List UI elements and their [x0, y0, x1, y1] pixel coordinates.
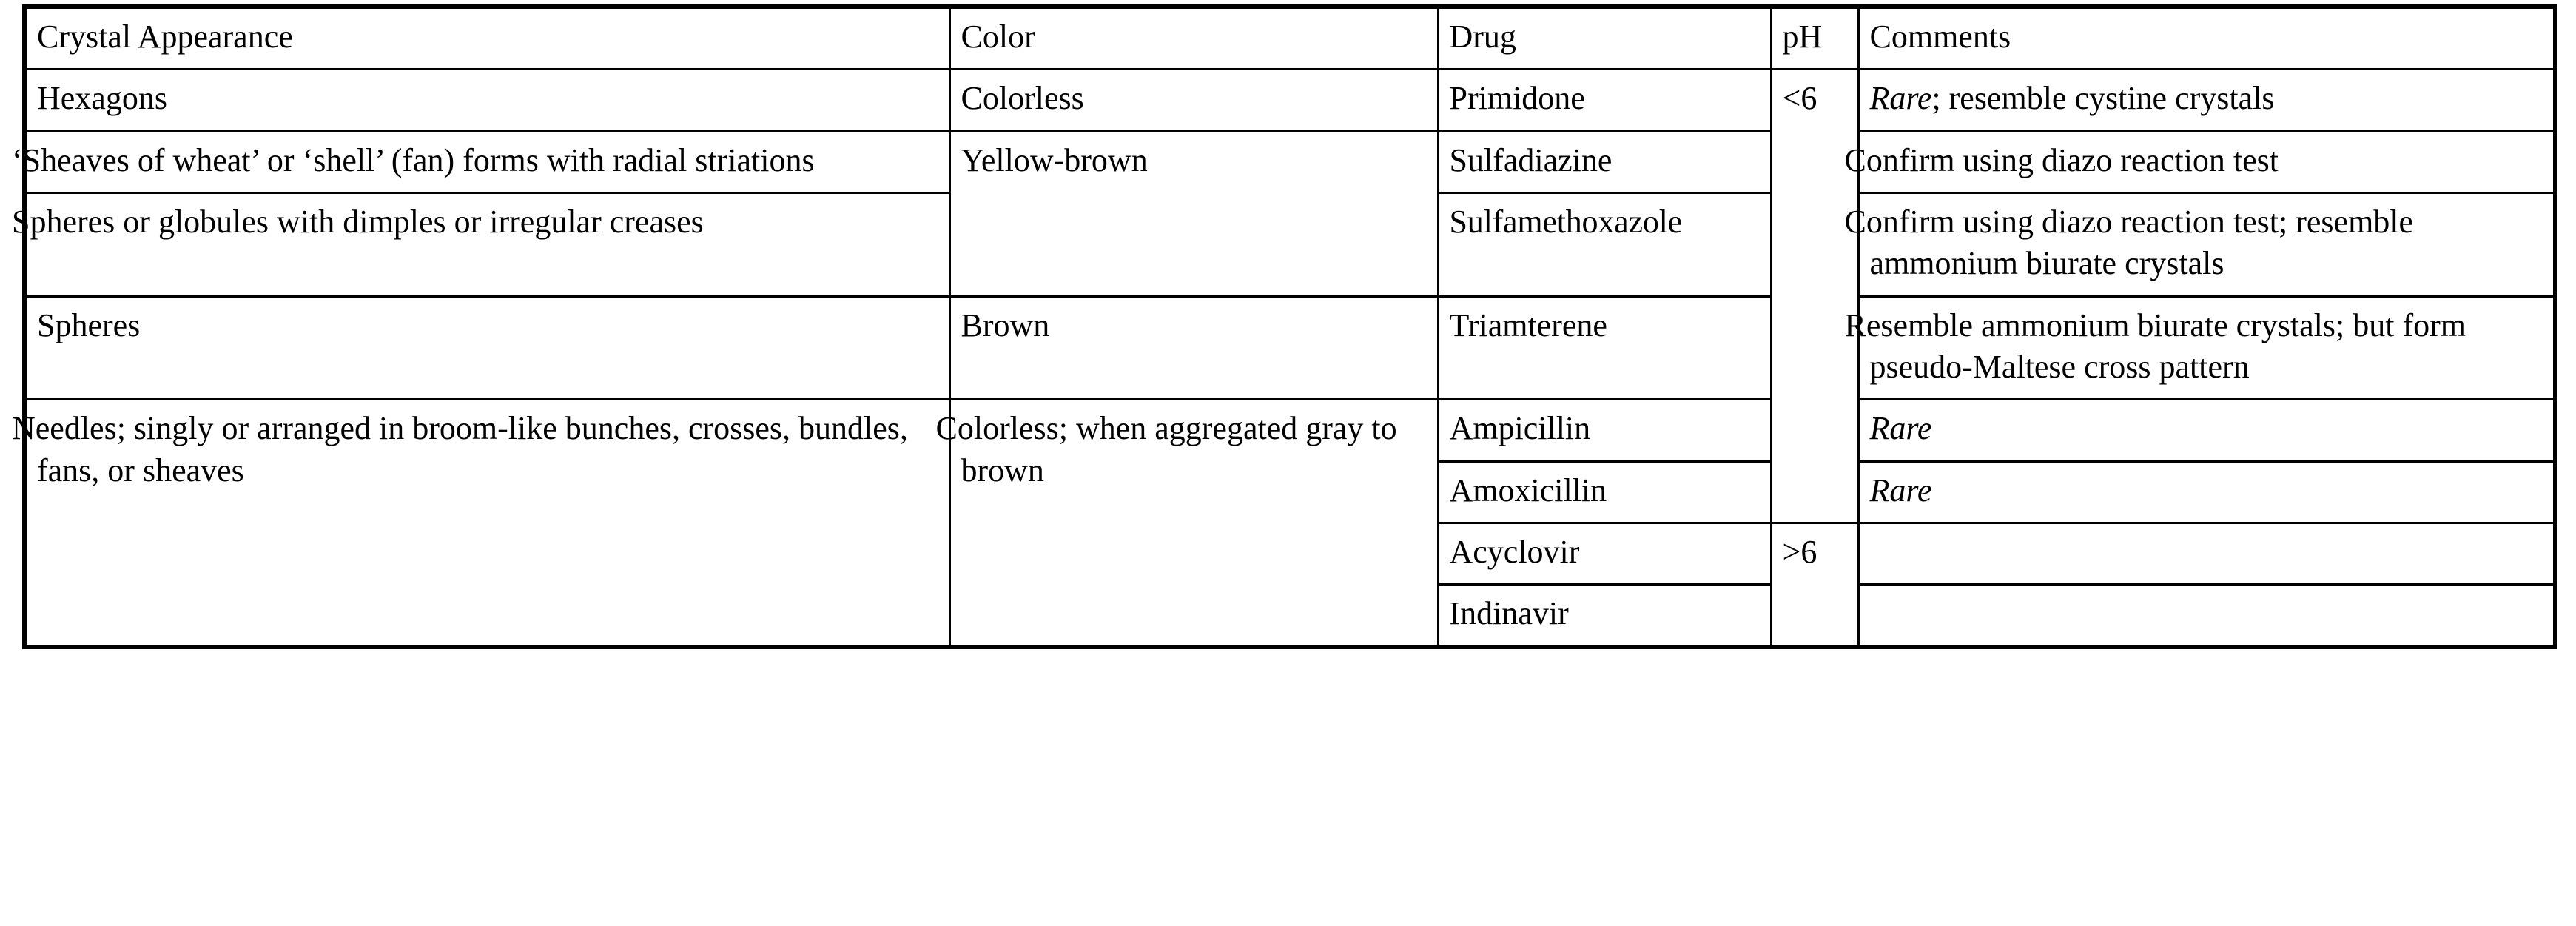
- cell-drug: Primidone: [1438, 70, 1771, 131]
- cell-appearance: Hexagons: [24, 70, 949, 131]
- cell-comments: [1858, 70, 2555, 131]
- cell-color: Colorless; when aggregated gray to brown: [949, 400, 1438, 648]
- cell-comments-text: ; resemble cystine crystals: [1931, 80, 2275, 117]
- cell-drug: Ampicillin: [1438, 400, 1771, 461]
- cell-ph: >6: [1771, 523, 1858, 647]
- table-header-row: [24, 7, 2555, 70]
- cell-appearance: Spheres: [24, 296, 949, 400]
- cell-comments-emphasis: Rare: [1869, 472, 1932, 509]
- cell-comments: Resemble ammonium biurate crystals; but form pseudo-Maltese cross pattern: [1858, 296, 2555, 400]
- cell-comments: [1858, 523, 2555, 584]
- table-row: [24, 296, 2555, 400]
- column-header-comments: Comments: [1858, 7, 2555, 70]
- cell-appearance: ‘Sheaves of wheat’ or ‘shell’ (fan) forms with radial striations: [24, 131, 949, 192]
- cell-ph: <6: [1771, 70, 1858, 523]
- cell-color: Yellow-brown: [949, 131, 1438, 296]
- cell-comments: Confirm using diazo reaction test; resemble ammonium biurate crystals: [1858, 192, 2555, 296]
- table-row: [24, 400, 2555, 461]
- cell-comments: [1858, 585, 2555, 648]
- cell-appearance: Needles; singly or arranged in broom-like bunches, crosses, bundles, fans, or sheaves: [24, 400, 949, 648]
- cell-comments: Confirm using diazo reaction test: [1858, 131, 2555, 192]
- cell-color: Brown: [949, 296, 1438, 400]
- cell-comments-emphasis: Rare: [1869, 410, 1932, 447]
- cell-drug: Acyclovir: [1438, 523, 1771, 584]
- column-header-ph: pH: [1771, 7, 1858, 70]
- cell-comments: [1858, 400, 2555, 461]
- cell-drug: Triamterene: [1438, 296, 1771, 400]
- column-header-crystal-appearance: Crystal Appearance: [24, 7, 949, 70]
- column-header-drug: Drug: [1438, 7, 1771, 70]
- cell-drug: Sulfadiazine: [1438, 131, 1771, 192]
- cell-drug: Sulfamethoxazole: [1438, 192, 1771, 296]
- cell-comments: [1858, 461, 2555, 523]
- table-row: [24, 131, 2555, 192]
- column-header-color: Color: [949, 7, 1438, 70]
- urine-crystal-table: [12, 4, 2557, 649]
- cell-appearance: Spheres or globules with dimples or irregular creases: [24, 192, 949, 296]
- cell-color: Colorless: [949, 70, 1438, 131]
- cell-drug: Indinavir: [1438, 585, 1771, 648]
- table-row: [24, 70, 2555, 131]
- cell-comments-emphasis: Rare: [1869, 80, 1932, 117]
- cell-drug: Amoxicillin: [1438, 461, 1771, 523]
